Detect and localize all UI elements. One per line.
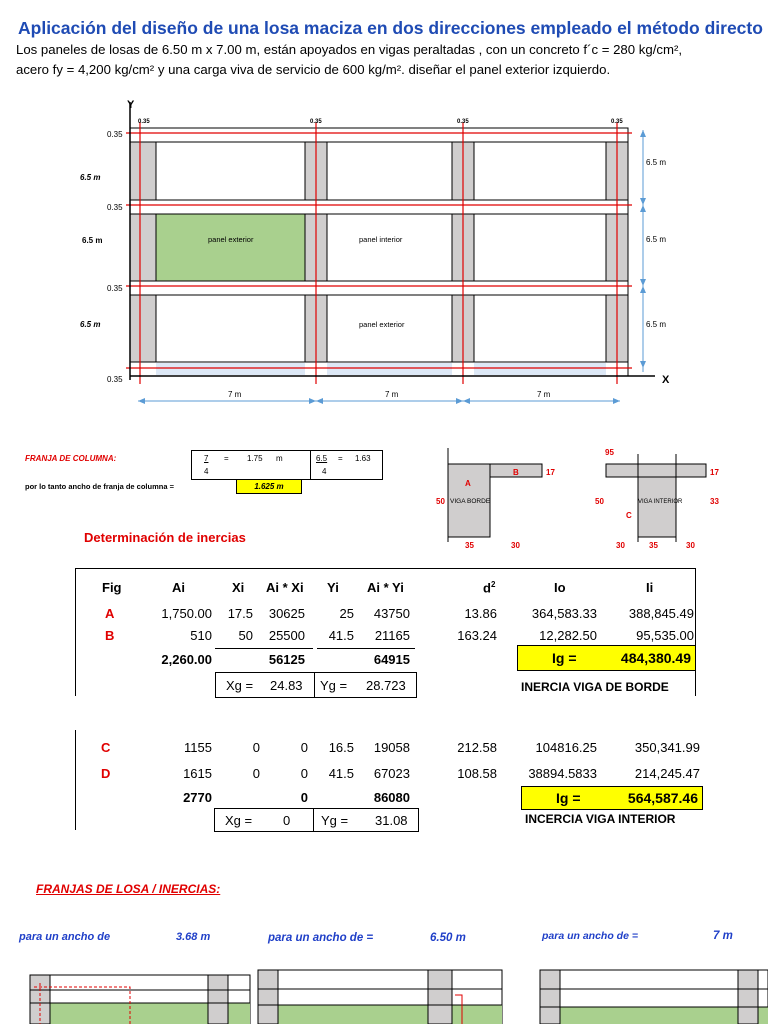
franja-label: FRANJA DE COLUMNA:: [25, 454, 117, 463]
svg-text:7 m: 7 m: [228, 390, 242, 399]
svg-text:6.5 m: 6.5 m: [646, 235, 667, 244]
svg-text:30: 30: [616, 541, 625, 550]
svg-text:0.35: 0.35: [138, 119, 150, 125]
franja-formula-box: 7 = 1.75 m 4 6.5 = 1.63 4: [191, 450, 383, 480]
svg-text:17: 17: [546, 468, 555, 477]
ancho-label-3: para un ancho de =: [542, 930, 638, 942]
intro-line-2: acero fy = 4,200 kg/cm² y una carga viva de servicio de 600 kg/m². diseñar el panel exterior izquierdo.: [16, 62, 611, 77]
beam-sections: [420, 446, 768, 556]
strip-drawings: [0, 965, 768, 1024]
svg-text:50: 50: [436, 497, 445, 506]
inertia-table-borde: Fig Ai Xi Ai * Xi Yi Ai * Yi $d^2$ Io Ii A 1,750.00 17.5 30625 25 43750 13.86 364,583.33 388,845.49 B 510 50 25500 41.5 21165 163.24 12,282.50 95,535.00 2,260.00 56125 64915 Ig = 484,380.49 Xg = 24.83 Yg = 28.723 INERCIA VIGA DE BORDE: [0, 568, 768, 700]
svg-text:6.5 m: 6.5 m: [82, 236, 103, 245]
column-strip-1: [130, 128, 156, 376]
franjas-title: FRANJAS DE LOSA / INERCIAS:: [36, 882, 221, 896]
svg-text:B: B: [513, 468, 519, 477]
svg-text:35: 35: [649, 541, 658, 550]
svg-text:0.35: 0.35: [107, 130, 123, 139]
ancho-value-2: 6.50 m: [430, 932, 466, 944]
page-title: Aplicación del diseño de una losa maciza en dos direcciones empleado el método directo: [18, 18, 763, 38]
svg-text:7 m: 7 m: [385, 390, 399, 399]
slab-plan-drawing: [0, 92, 768, 412]
svg-text:6.5 m: 6.5 m: [646, 320, 667, 329]
ancho-label-1: para un ancho de: [19, 931, 111, 943]
svg-text:33: 33: [710, 497, 719, 506]
svg-text:30: 30: [511, 541, 520, 550]
svg-text:0.35: 0.35: [310, 119, 322, 125]
intro-line-1: Los paneles de losas de 6.50 m x 7.00 m, están apoyados en vigas peraltadas , con un concreto f´c = 280 kg/cm²,: [16, 42, 682, 57]
svg-text:C: C: [626, 511, 632, 520]
svg-text:6.5 m: 6.5 m: [80, 320, 101, 329]
panel-exterior-highlight: [156, 214, 305, 281]
svg-text:50: 50: [595, 497, 604, 506]
panel-exterior-bottom-label: panel exterior: [359, 320, 405, 329]
svg-text:35: 35: [465, 541, 474, 550]
axis-y-label: Y: [127, 99, 135, 111]
svg-text:7 m: 7 m: [537, 390, 551, 399]
svg-text:0.35: 0.35: [611, 119, 623, 125]
franja-result: 1.625 m: [236, 479, 302, 494]
svg-text:0.35: 0.35: [107, 284, 123, 293]
panel-exterior-label: panel exterior: [208, 235, 254, 244]
svg-text:0.35: 0.35: [107, 375, 123, 384]
ancho-value-3: 7 m: [713, 930, 733, 942]
svg-text:6.5 m: 6.5 m: [80, 173, 101, 182]
svg-text:0.35: 0.35: [457, 119, 469, 125]
panel-interior-label: panel interior: [359, 235, 403, 244]
ancho-value-1: 3.68 m: [176, 931, 211, 943]
svg-text:0.35: 0.35: [107, 203, 123, 212]
inercias-title: Determinación de inercias: [84, 530, 246, 545]
ig-interior-box: Ig = 564,587.46: [521, 786, 703, 810]
axis-x-label: X: [662, 374, 670, 386]
svg-text:VIGA INTERIOR: VIGA INTERIOR: [638, 499, 683, 505]
inertia-table-interior: C 1155 0 0 16.5 19058 212.58 104816.25 350,341.99 D 1615 0 0 41.5 67023 108.58 38894.5833 214,245.47 2770 0 86080 Ig = 564,587.46 Xg = 0 Yg = 31.08 INCERCIA VIGA INTERIOR: [0, 730, 768, 836]
svg-text:A: A: [465, 479, 471, 488]
svg-text:VIGA BORDE: VIGA BORDE: [450, 498, 491, 505]
franja-conclusion: por lo tanto ancho de franja de columna =: [25, 482, 174, 491]
ancho-label-2: para un ancho de =: [268, 932, 374, 944]
svg-text:30: 30: [686, 541, 695, 550]
svg-text:17: 17: [710, 468, 719, 477]
ig-borde-box: Ig = 484,380.49: [517, 645, 696, 671]
svg-text:6.5 m: 6.5 m: [646, 158, 667, 167]
svg-text:95: 95: [605, 448, 614, 457]
